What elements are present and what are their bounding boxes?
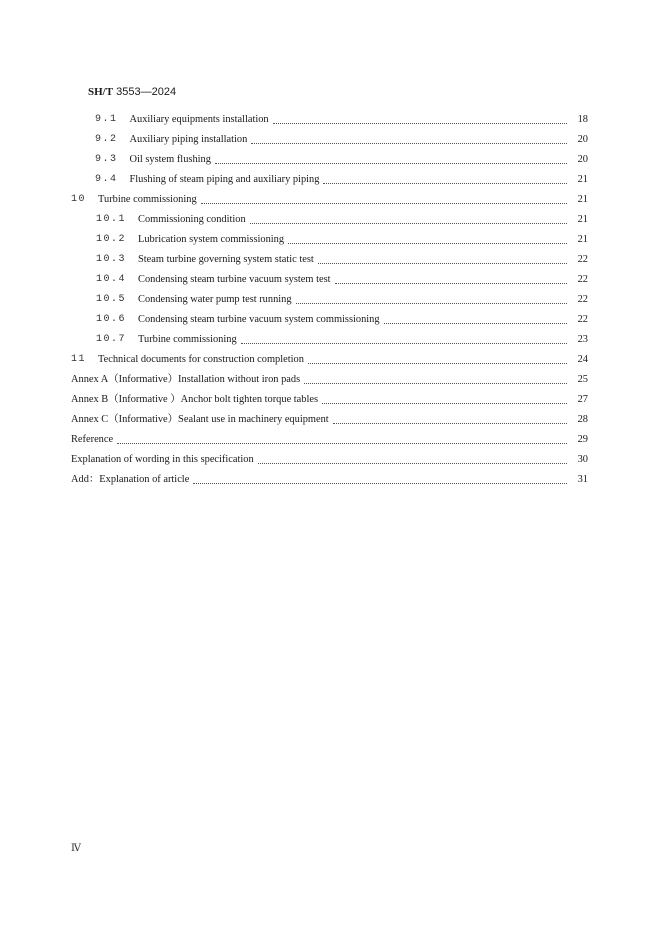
toc-dot-leader <box>241 342 567 344</box>
toc-dot-leader <box>258 462 567 464</box>
toc-entry-title: Auxiliary equipments installation <box>129 114 269 125</box>
toc-entry-page: 25 <box>577 374 588 385</box>
toc-entry-title: Annex B（Informative ）Anchor bolt tighten torque tables <box>71 394 319 405</box>
toc-entry[interactable] <box>0 110 662 130</box>
toc-entry[interactable] <box>0 370 662 390</box>
toc-entry-number: 10.4 <box>96 274 127 285</box>
toc-entry[interactable] <box>0 270 662 290</box>
toc-dot-leader <box>251 142 567 144</box>
toc-entry-number: 10 <box>71 194 87 205</box>
toc-entry[interactable] <box>0 210 662 230</box>
toc-entry-title: Turbine commissioning <box>138 334 237 345</box>
toc-dot-leader <box>333 422 567 424</box>
toc-entry-page: 31 <box>577 474 588 485</box>
toc-entry-title: Turbine commissioning <box>98 194 197 205</box>
toc-entry-page: 21 <box>577 174 588 185</box>
toc-entry[interactable] <box>0 130 662 150</box>
toc-dot-leader <box>296 302 567 304</box>
toc-entry-page: 28 <box>577 414 588 425</box>
toc-entry-number: 10.1 <box>96 214 127 225</box>
toc-dot-leader <box>318 262 567 264</box>
toc-entry[interactable] <box>0 470 662 490</box>
toc-entry-page: 27 <box>577 394 588 405</box>
toc-entry-title: Add：Explanation of article <box>71 474 190 485</box>
toc-dot-leader <box>273 122 567 124</box>
toc-entry-page: 24 <box>577 354 588 365</box>
toc-entry-number: 9.2 <box>95 134 118 145</box>
toc-entry-number: 10.6 <box>96 314 127 325</box>
toc-dot-leader <box>335 282 567 284</box>
toc-entry-page: 18 <box>577 114 588 125</box>
toc-entry-title: Condensing steam turbine vacuum system test <box>138 274 331 285</box>
toc-entry-number: 9.4 <box>95 174 118 185</box>
toc-entry[interactable] <box>0 230 662 250</box>
toc-entry-number: 11 <box>71 354 87 365</box>
standard-code-prefix: SH/T <box>88 86 114 98</box>
toc-dot-leader <box>323 182 567 184</box>
toc-entry-number: 9.3 <box>95 154 118 165</box>
toc-entry-page: 29 <box>577 434 588 445</box>
toc-entry[interactable] <box>0 170 662 190</box>
toc-entry-title: Annex A（Informative）Installation without iron pads <box>71 374 301 385</box>
toc-entry[interactable] <box>0 190 662 210</box>
toc-entry-title: Annex C（Informative）Sealant use in machinery equipment <box>71 414 329 425</box>
table-of-contents <box>0 110 662 490</box>
toc-entry-title: Auxiliary piping installation <box>129 134 248 145</box>
toc-entry[interactable] <box>0 430 662 450</box>
toc-entry-title: Commissioning condition <box>138 214 246 225</box>
toc-entry[interactable] <box>0 450 662 470</box>
toc-entry-title: Technical documents for construction completion <box>98 354 304 365</box>
toc-dot-leader <box>288 242 567 244</box>
toc-entry-page: 30 <box>577 454 588 465</box>
toc-dot-leader <box>384 322 567 324</box>
toc-entry[interactable] <box>0 390 662 410</box>
toc-entry[interactable] <box>0 410 662 430</box>
toc-entry-number: 10.2 <box>96 234 127 245</box>
toc-dot-leader <box>193 482 567 484</box>
standard-code-number: 3553—2024 <box>116 86 177 98</box>
toc-dot-leader <box>304 382 567 384</box>
toc-entry-title: Flushing of steam piping and auxiliary piping <box>129 174 320 185</box>
page-header <box>88 86 176 98</box>
toc-dot-leader <box>322 402 567 404</box>
toc-entry-page: 21 <box>577 214 588 225</box>
page-number-footer: Ⅳ <box>71 843 81 854</box>
toc-entry-page: 20 <box>577 134 588 145</box>
toc-entry-number: 10.5 <box>96 294 127 305</box>
toc-entry-title: Oil system flushing <box>129 154 211 165</box>
toc-entry[interactable] <box>0 290 662 310</box>
toc-entry-page: 23 <box>577 334 588 345</box>
toc-dot-leader <box>250 222 567 224</box>
toc-entry[interactable] <box>0 250 662 270</box>
toc-entry-number: 10.7 <box>96 334 127 345</box>
toc-entry-page: 22 <box>577 254 588 265</box>
toc-entry[interactable] <box>0 150 662 170</box>
toc-entry-title: Condensing water pump test running <box>138 294 292 305</box>
toc-entry[interactable] <box>0 350 662 370</box>
toc-dot-leader <box>201 202 567 204</box>
toc-entry-page: 22 <box>577 314 588 325</box>
toc-dot-leader <box>117 442 567 444</box>
toc-entry[interactable] <box>0 330 662 350</box>
toc-entry-page: 21 <box>577 234 588 245</box>
toc-entry-page: 22 <box>577 274 588 285</box>
toc-entry-number: 10.3 <box>96 254 127 265</box>
toc-entry-title: Reference <box>71 434 114 445</box>
toc-entry[interactable] <box>0 310 662 330</box>
toc-entry-title: Explanation of wording in this specification <box>71 454 254 465</box>
toc-entry-page: 21 <box>577 194 588 205</box>
toc-entry-title: Steam turbine governing system static test <box>138 254 314 265</box>
toc-dot-leader <box>215 162 567 164</box>
toc-dot-leader <box>308 362 567 364</box>
toc-entry-number: 9.1 <box>95 114 118 125</box>
toc-entry-title: Lubrication system commissioning <box>138 234 285 245</box>
toc-entry-page: 20 <box>577 154 588 165</box>
toc-entry-title: Condensing steam turbine vacuum system commissioning <box>138 314 380 325</box>
toc-entry-page: 22 <box>577 294 588 305</box>
